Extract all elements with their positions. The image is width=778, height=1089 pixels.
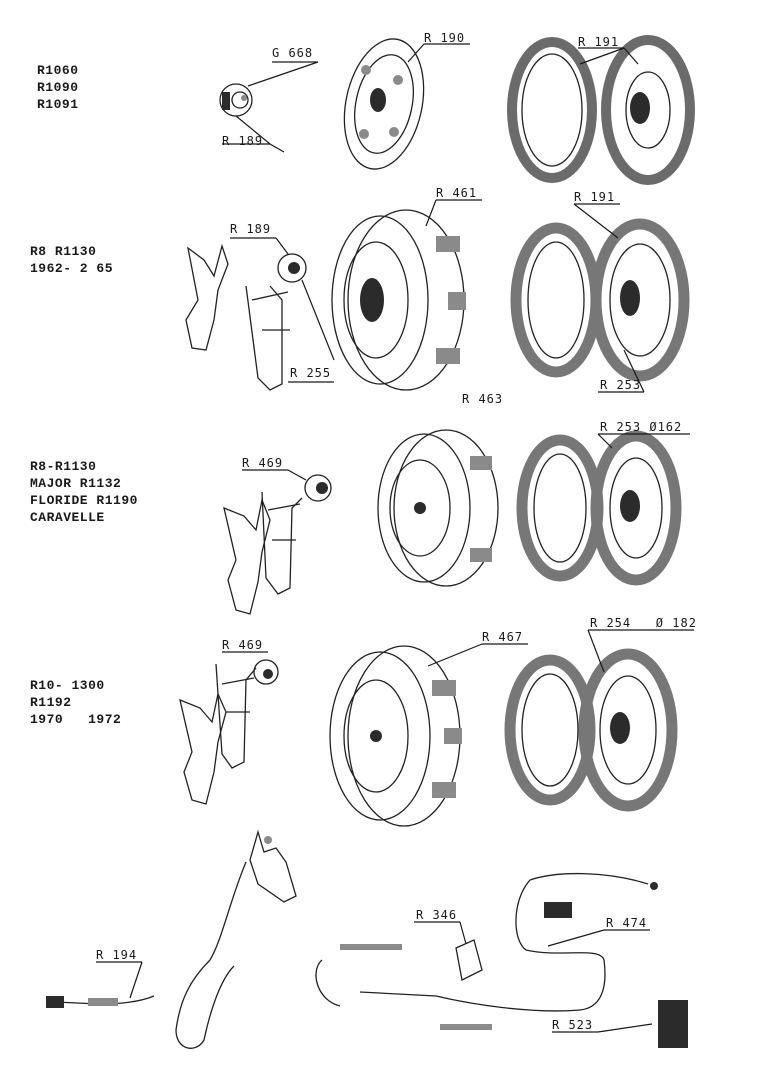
part-ref: G 668 xyxy=(272,46,314,60)
model-label: FLORIDE R1190 xyxy=(30,493,138,508)
clutch-disc-icon xyxy=(510,654,672,806)
clutch-cover-icon xyxy=(330,646,462,826)
model-label: R8-R1130 xyxy=(30,459,97,474)
part-ref: R 467 xyxy=(482,630,524,644)
model-label: R1090 xyxy=(37,80,79,95)
model-label: R1192 xyxy=(30,695,72,710)
model-label: 1962- 2 65 xyxy=(30,261,114,276)
part-ref: R 254 Ø 182 xyxy=(590,616,697,630)
part-ref: R 469 xyxy=(242,456,284,470)
part-ref: R 255 xyxy=(290,366,332,380)
model-label: 1970 1972 xyxy=(30,712,122,727)
release-bearing-icon xyxy=(305,475,331,501)
part-ref: R 194 xyxy=(96,948,138,962)
part-ref: R 474 xyxy=(606,916,648,930)
model-label: CARAVELLE xyxy=(30,510,105,525)
part-ref: R 190 xyxy=(424,31,466,45)
model-label: R10- 1300 xyxy=(30,678,105,693)
clutch-cable-icon xyxy=(316,874,688,1048)
part-ref: R 523 xyxy=(552,1018,594,1032)
model-label: R1091 xyxy=(37,97,79,112)
part-ref: R 191 xyxy=(574,190,616,204)
clutch-cable-icon xyxy=(46,832,296,1048)
model-list-row-2 xyxy=(30,243,113,277)
clutch-disc-icon xyxy=(522,436,676,580)
release-fork-icon xyxy=(224,492,302,614)
part-ref: R 189 xyxy=(222,134,264,148)
clutch-cover-icon xyxy=(333,32,435,177)
clutch-disc-icon xyxy=(516,224,684,376)
part-ref: R 463 xyxy=(462,392,504,406)
model-list-row-1 xyxy=(37,62,79,113)
release-bearing-icon xyxy=(278,254,306,282)
clutch-cover-icon xyxy=(332,210,466,390)
part-ref: R 253 Ø162 xyxy=(600,420,683,434)
part-ref: R 191 xyxy=(578,35,620,49)
clutch-cover-icon xyxy=(378,430,498,586)
release-bearing-icon xyxy=(254,660,278,684)
release-bearing-icon xyxy=(220,84,252,116)
clutch-disc-icon xyxy=(512,40,690,180)
part-ref: R 189 xyxy=(230,222,272,236)
model-label: R8 R1130 xyxy=(30,244,97,259)
model-list-row-3 xyxy=(30,458,138,526)
part-ref: R 346 xyxy=(416,908,458,922)
model-label: MAJOR R1132 xyxy=(30,476,122,491)
release-fork-icon xyxy=(180,664,256,804)
part-ref: R 253 xyxy=(600,378,642,392)
model-list-row-4 xyxy=(30,677,121,728)
part-ref: R 469 xyxy=(222,638,264,652)
model-label: R1060 xyxy=(37,63,79,78)
part-ref: R 461 xyxy=(436,186,478,200)
release-fork-icon xyxy=(186,246,290,390)
